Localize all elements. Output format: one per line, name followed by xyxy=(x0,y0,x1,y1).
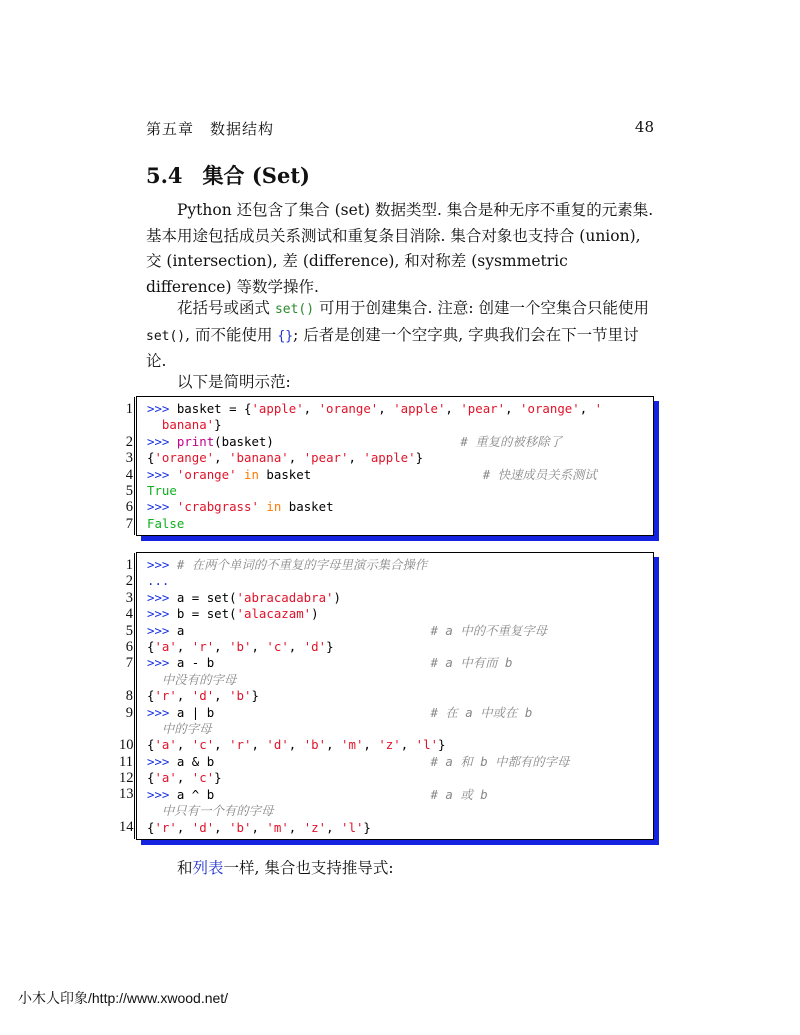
section-title: 集合 (Set) xyxy=(202,163,310,188)
inline-code-set: set() xyxy=(274,302,315,317)
inline-code-braces: {} xyxy=(277,328,294,344)
code-block-basket xyxy=(125,396,654,536)
page-number: 48 xyxy=(634,118,654,136)
running-header xyxy=(146,118,654,138)
paragraph-set-creation: 花括号或函式 set() 可用于创建集合. 注意: 创建一个空集合只能使用 set(), 而不能使用 {}; 后者是创建一个空字典, 字典我们会在下一节里讨论. xyxy=(146,299,650,370)
footer-watermark: 小木人印象/http://www.xwood.net/ xyxy=(18,990,229,1006)
code-block-set-operations xyxy=(119,552,654,840)
line-numbers: 1 2 3 4 5 6 7 xyxy=(125,401,133,532)
code-text: >>> basket = {'apple', 'orange', 'apple', 'pear', 'orange', ' banana'} >>> print(basket) # 重复的被移除了 {'orange', 'banana', 'pear', 'apple'} >>> 'orange' in basket # 快速成员关系测试 True >>> 'crabgrass' in basket False xyxy=(147,401,603,531)
code-text: >>> # 在两个单词的不重复的字母里演示集合操作 ... >>> a = set('abracadabra') >>> b = set('alacazam') >>> a # a 中的不重复字母 {'a', 'r', 'b', 'c', 'd'} >>> a - b # a 中有而 b 中没有的字母 {'r', 'd', 'b'} >>> a | b # 在 a 中或在 b 中的字母 {'a', 'c', 'r', 'd', 'b', 'm', 'z', 'l'} >>> a & b # a 和 b 中都有的字母 {'a', 'c'} >>> a ^ b # a 或 b 中只有一个有的字母 {'r', 'd', 'b', 'm', 'z', 'l'} xyxy=(147,557,570,835)
section-heading xyxy=(146,160,310,190)
chapter-title: 第五章 数据结构 xyxy=(146,120,275,138)
line-numbers: 1 2 3 4 5 6 7 8 9 10 11 12 13 14 xyxy=(119,557,134,836)
list-link[interactable]: 列表 xyxy=(192,859,224,877)
paragraph-intro: Python 还包含了集合 (set) 数据类型. 集合是种无序不重复的元素集. 基本用途包括成员关系测试和重复条目消除. 集合对象也支持合 (union), 交 (intersection), 差 (difference), 和对称差 (sysmmetric difference) 等数学操作. xyxy=(146,201,654,296)
paragraph-demo-intro: 以下是简明示范: xyxy=(177,373,291,391)
section-number: 5.4 xyxy=(146,163,183,188)
inline-code-set: set() xyxy=(146,328,186,344)
paragraph-comprehension: 和列表一样, 集合也支持推导式: xyxy=(177,859,394,877)
